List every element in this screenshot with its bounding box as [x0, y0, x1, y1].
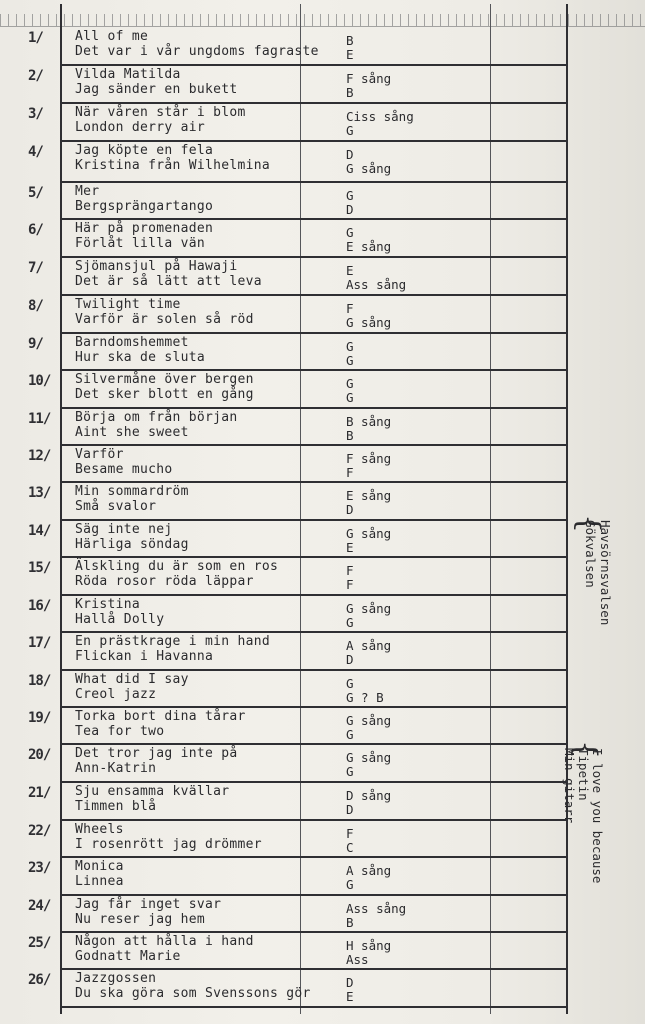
- row-number: 16/: [28, 598, 51, 614]
- song-title-b: Röda rosor röda läppar: [75, 574, 254, 589]
- key-a: B: [346, 33, 354, 48]
- song-title-a: Vilda Matilda: [75, 67, 181, 82]
- key-b: G: [346, 764, 354, 779]
- side-note-line: I love you because: [590, 748, 605, 884]
- key-a: G sång: [346, 601, 392, 616]
- song-title-b: London derry air: [75, 120, 206, 135]
- key-a: F: [346, 826, 354, 841]
- key-b: G sång: [346, 161, 392, 176]
- song-title-a: Varför: [75, 447, 124, 462]
- song-title-b: Aint she sweet: [75, 425, 189, 440]
- key-a: Ass sång: [346, 901, 407, 916]
- key-b: G sång: [346, 315, 392, 330]
- key-b: G: [346, 353, 354, 368]
- key-a: G sång: [346, 750, 392, 765]
- key-b: D: [346, 802, 354, 817]
- side-note-line: Gökvalsen: [583, 520, 598, 588]
- row-number: 20/: [28, 747, 51, 763]
- row-number: 12/: [28, 448, 51, 464]
- side-note-line: Tipetin: [576, 748, 591, 801]
- table-row-divider: [60, 858, 568, 896]
- key-b: C: [346, 840, 354, 855]
- key-b: G: [346, 727, 354, 742]
- song-title-a: Jazzgossen: [75, 971, 157, 986]
- row-number: 1/: [28, 30, 43, 46]
- key-b: E sång: [346, 239, 392, 254]
- song-title-a: Säg inte nej: [75, 522, 173, 537]
- song-title-a: Mer: [75, 184, 100, 199]
- song-title-b: Härliga söndag: [75, 537, 189, 552]
- key-a: G: [346, 339, 354, 354]
- song-title-a: Jag köpte en fela: [75, 143, 214, 158]
- side-note-brace-2: {: [568, 740, 603, 760]
- side-note-line: Min gitarr: [562, 748, 577, 824]
- key-a: A sång: [346, 638, 392, 653]
- song-title-b: Tea for two: [75, 724, 165, 739]
- row-number: 21/: [28, 785, 51, 801]
- row-number: 13/: [28, 485, 51, 501]
- song-title-b: Linnea: [75, 874, 124, 889]
- row-number: 2/: [28, 68, 43, 84]
- row-number: 5/: [28, 185, 43, 201]
- row-number: 15/: [28, 560, 51, 576]
- key-b: B: [346, 915, 354, 930]
- row-number: 3/: [28, 106, 43, 122]
- song-title-b: Det sker blott en gång: [75, 387, 254, 402]
- row-number: 18/: [28, 673, 51, 689]
- key-b: G: [346, 123, 354, 138]
- key-b: F: [346, 465, 354, 480]
- key-b: E: [346, 47, 354, 62]
- song-title-b: Jag sänder en bukett: [75, 82, 238, 97]
- key-a: E: [346, 263, 354, 278]
- row-number: 26/: [28, 972, 51, 988]
- song-title-b: Du ska göra som Svenssons gör: [75, 986, 311, 1001]
- song-title-a: Sju ensamma kvällar: [75, 784, 230, 799]
- side-note-line: Havsörnsvalsen: [598, 520, 613, 626]
- row-number: 24/: [28, 898, 51, 914]
- song-title-b: Små svalor: [75, 499, 157, 514]
- key-a: D: [346, 975, 354, 990]
- song-title-a: Det tror jag inte på: [75, 746, 238, 761]
- song-title-a: En prästkrage i min hand: [75, 634, 271, 649]
- song-title-a: Sjömansjul på Hawaji: [75, 259, 238, 274]
- key-a: F sång: [346, 71, 392, 86]
- song-title-b: Besame mucho: [75, 462, 173, 477]
- song-title-b: Hur ska de sluta: [75, 350, 206, 365]
- song-title-a: När våren står i blom: [75, 105, 246, 120]
- row-number: 8/: [28, 298, 43, 314]
- song-title-b: Nu reser jag hem: [75, 912, 206, 927]
- row-number: 22/: [28, 823, 51, 839]
- song-title-a: Silvermåne över bergen: [75, 372, 254, 387]
- key-a: G: [346, 376, 354, 391]
- song-title-b: Det är så lätt att leva: [75, 274, 262, 289]
- song-title-a: Torka bort dina tårar: [75, 709, 246, 724]
- key-a: G: [346, 676, 354, 691]
- song-title-b: Ann-Katrin: [75, 761, 157, 776]
- key-a: G: [346, 225, 354, 240]
- song-title-a: Monica: [75, 859, 124, 874]
- row-number: 23/: [28, 860, 51, 876]
- key-a: Ciss sång: [346, 109, 414, 124]
- song-title-b: Hallå Dolly: [75, 612, 165, 627]
- key-b: D: [346, 652, 354, 667]
- key-a: E sång: [346, 488, 392, 503]
- row-number: 25/: [28, 935, 51, 951]
- key-a: B sång: [346, 414, 392, 429]
- key-b: B: [346, 428, 354, 443]
- song-title-a: Kristina: [75, 597, 141, 612]
- row-number: 10/: [28, 373, 51, 389]
- key-b: Ass: [346, 952, 369, 967]
- song-title-a: Älskling du är som en ros: [75, 559, 279, 574]
- key-b: D: [346, 202, 354, 217]
- key-a: F: [346, 301, 354, 316]
- key-b: G: [346, 615, 354, 630]
- row-number: 6/: [28, 222, 43, 238]
- key-b: G ? B: [346, 690, 384, 705]
- side-note-brace-1: {: [571, 514, 606, 534]
- key-a: F: [346, 563, 354, 578]
- row-number: 19/: [28, 710, 51, 726]
- song-title-a: Twilight time: [75, 297, 181, 312]
- song-title-a: All of me: [75, 29, 149, 44]
- song-title-a: Min sommardröm: [75, 484, 189, 499]
- song-title-b: I rosenrött jag drömmer: [75, 837, 262, 852]
- key-a: A sång: [346, 863, 392, 878]
- song-title-b: Förlåt lilla vän: [75, 236, 206, 251]
- song-title-b: Timmen blå: [75, 799, 157, 814]
- key-b: E: [346, 989, 354, 1004]
- song-title-b: Det var i vår ungdoms fagraste: [75, 44, 319, 59]
- song-title-a: Här på promenaden: [75, 221, 214, 236]
- song-title-b: Varför är solen så röd: [75, 312, 254, 327]
- key-a: G sång: [346, 526, 392, 541]
- row-number: 11/: [28, 411, 51, 427]
- song-title-a: Börja om från början: [75, 410, 238, 425]
- row-number: 7/: [28, 260, 43, 276]
- key-b: B: [346, 85, 354, 100]
- key-b: F: [346, 577, 354, 592]
- key-b: D: [346, 502, 354, 517]
- key-a: G: [346, 188, 354, 203]
- key-a: F sång: [346, 451, 392, 466]
- song-title-a: Någon att hålla i hand: [75, 934, 254, 949]
- row-number: 4/: [28, 144, 43, 160]
- song-title-a: Jag får inget svar: [75, 897, 222, 912]
- song-title-a: Barndomshemmet: [75, 335, 189, 350]
- key-b: Ass sång: [346, 277, 407, 292]
- key-b: G: [346, 390, 354, 405]
- key-a: D: [346, 147, 354, 162]
- song-title-a: What did I say: [75, 672, 189, 687]
- key-a: G sång: [346, 713, 392, 728]
- song-title-b: Flickan i Havanna: [75, 649, 214, 664]
- song-title-b: Godnatt Marie: [75, 949, 181, 964]
- key-a: H sång: [346, 938, 392, 953]
- song-title-b: Kristina från Wilhelmina: [75, 158, 271, 173]
- row-number: 17/: [28, 635, 51, 651]
- key-b: G: [346, 877, 354, 892]
- row-number: 14/: [28, 523, 51, 539]
- song-title-b: Creol jazz: [75, 687, 157, 702]
- row-number: 9/: [28, 336, 43, 352]
- key-a: D sång: [346, 788, 392, 803]
- song-title-b: Bergsprängartango: [75, 199, 214, 214]
- key-b: E: [346, 540, 354, 555]
- song-title-a: Wheels: [75, 822, 124, 837]
